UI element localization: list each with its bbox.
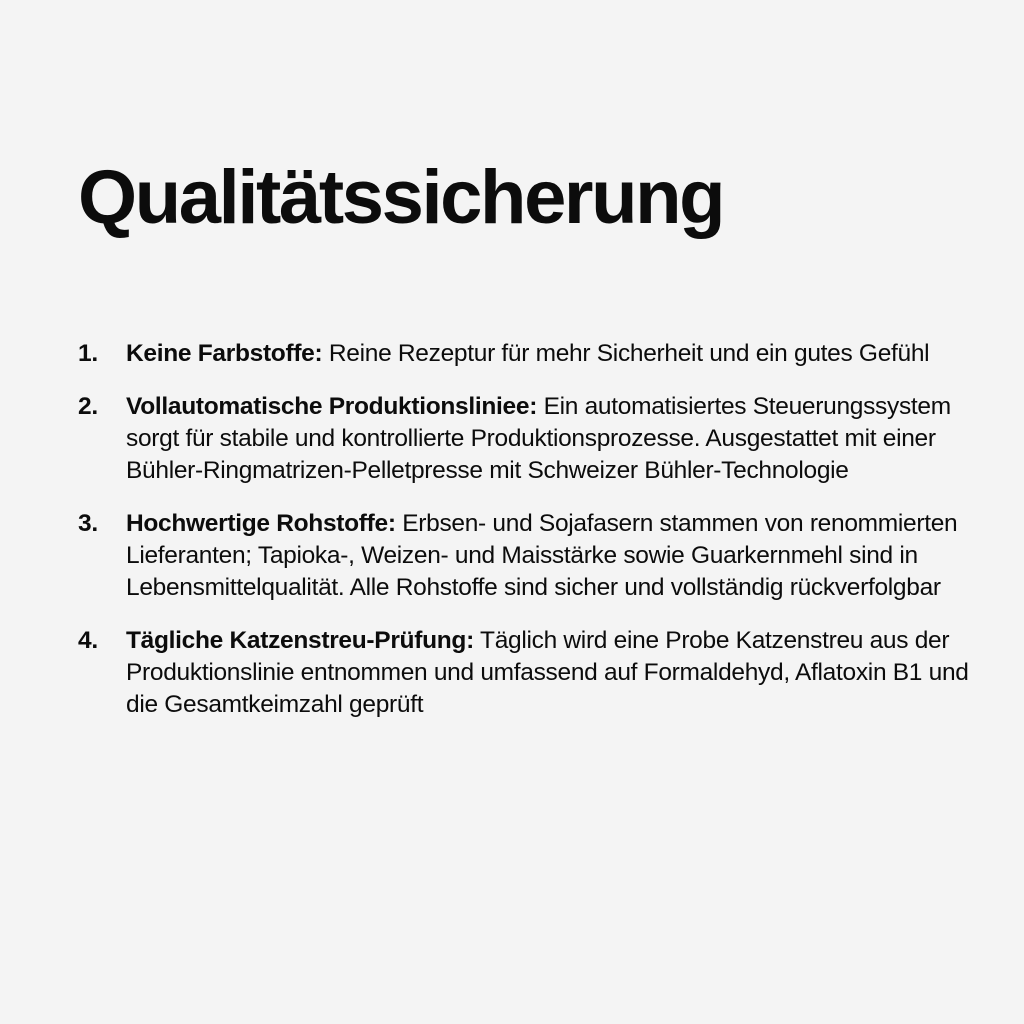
item-term: Keine Farbstoffe:	[126, 340, 323, 367]
quality-list	[78, 338, 993, 742]
item-number: 2.	[78, 393, 98, 420]
list-item	[78, 508, 993, 604]
list-item	[78, 391, 993, 487]
item-term: Vollautomatische Produktionsliniee:	[126, 393, 538, 420]
item-text: Täglich wird eine Probe Katzenstreu aus der Produktionslinie entnommen und umfassend auf Formaldehyd, Aflatoxin B1 und die Gesamtkeimzahl geprüft	[126, 627, 969, 718]
item-text: Ein automatisiertes Steuerungssystem sorgt für stabile und kontrollierte Produktionsprozesse. Ausgestattet mit einer Bühler-Ringmatrizen-Pelletpresse mit Schweizer Bühler-Technologie	[126, 393, 951, 484]
item-number: 3.	[78, 510, 98, 537]
item-text: Reine Rezeptur für mehr Sicherheit und ein gutes Gefühl	[328, 340, 930, 367]
item-term: Tägliche Katzenstreu-Prüfung:	[126, 627, 474, 654]
item-number: 4.	[78, 627, 98, 654]
item-text: Erbsen- und Sojafasern stammen von renommierten Lieferanten; Tapioka-, Weizen- und Maisstärke sowie Guarkernmehl sind in Lebensmittelqualität. Alle Rohstoffe sind sicher und vollständig rückverfolgbar	[126, 510, 958, 601]
page-title: Qualitätssicherung	[78, 155, 724, 240]
item-number: 1.	[78, 340, 98, 367]
list-item	[78, 625, 993, 721]
item-term: Hochwertige Rohstoffe:	[126, 510, 396, 537]
list-item	[78, 338, 993, 370]
